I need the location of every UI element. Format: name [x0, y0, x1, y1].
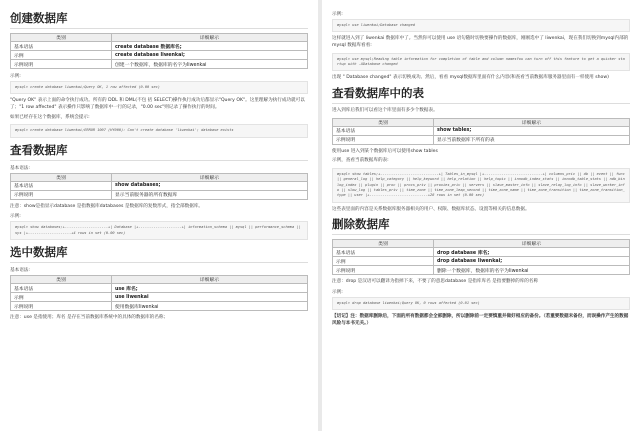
section-title-drop-db: 删除数据库	[332, 216, 630, 235]
table-cell: 示例说明	[11, 190, 112, 199]
note: 注意：use 是指使用；库名 是存在当前数据库系统中的具体的数据库的名称；	[10, 315, 169, 320]
table-row	[11, 42, 308, 51]
table-row	[11, 302, 308, 311]
paragraph: 出现 " Database changed" 表示切换成功。然后，看看 mysql数据库里面有什么内容(和查看当前数据库服务器里面有一样使用 show)	[332, 75, 609, 81]
table-row	[333, 248, 630, 257]
paragraph: 这样就进入到了 liwenkai 数据库中了。当然你可以使用 use 语句随时切换要操作的数据库，刚刚选中了 liwenkai，现在我们切换到mysql内部的 mysql 数据库看看:	[332, 36, 629, 48]
table-cell: 使用数据库liwenkai	[111, 302, 307, 311]
code-block: mysql> drop database liwenkai;Query OK, 0 rows affected (0.01 sec)	[332, 297, 630, 310]
section-title-create-db: 创建数据库	[10, 10, 308, 29]
table-cell: 删除一个数据库，数据库的名字为liwenkai	[433, 266, 629, 275]
paragraph: 这些表里面的内容是关系数据库服务器相关的用户、权限、数据库状态、设置等相关的信息数据。	[332, 206, 530, 212]
table-row	[11, 181, 308, 190]
right-page	[322, 0, 640, 431]
drop-db-table	[332, 239, 630, 275]
paragraph: 进入到库后我们可以看这个库里面有多少个数据表。	[332, 108, 438, 113]
table-cell: drop database 库名;	[433, 248, 629, 257]
table-cell: show tables;	[433, 126, 629, 135]
table-row	[11, 60, 308, 69]
note: 注意：show是指显示database 是指数据库databases 是数据库的复数形式，指全部数据库。	[10, 203, 204, 209]
table-cell: 基本语法	[333, 126, 434, 135]
table-cell: 基本语法	[333, 248, 434, 257]
table-header: 详细解示	[433, 240, 629, 248]
code-block: mysql> create database liwenkai;Query OK, 1 row affected (0.00 sec)	[10, 81, 308, 94]
table-cell: use 库名;	[111, 284, 307, 293]
table-header: 详细解示	[111, 34, 307, 42]
table-cell: create database liwenkai;	[111, 51, 307, 60]
left-page	[0, 0, 318, 431]
table-cell: 示例	[11, 293, 112, 302]
syntax-label: 基本语法:	[10, 268, 30, 273]
table-header: 类别	[11, 34, 112, 42]
create-db-table	[10, 33, 308, 69]
table-header: 类别	[333, 118, 434, 126]
table-cell: 显示当前服务器的所有数据库	[111, 190, 307, 199]
paragraph: 示例，查看当前数据库的表:	[332, 158, 389, 164]
table-header: 类别	[11, 276, 112, 284]
paragraph: 使用use 进入到某个数据库后可以使用show tables	[332, 148, 438, 154]
show-tables-table	[332, 118, 630, 145]
code-block: mysql> show tables;+---------------------------+| Tables_in_mysql |+---------------------------+| columns_priv || db || event || func || general_log || help_category || help_keyword || help_relation || help_topic || innodb_index_stats || innodb_table_stats || ndb_binlog_index || plugin || proc || procs_priv || proxies_priv || servers || slave_master_info || slave_relay_log_info || slave_worker_info || slow_log || tables_priv || time_zone || time_zone_leap_second || time_zone_name || time_zone_transition || time_zone_transition_type || user |+---------------------------+28 rows in set (0.00 sec)	[332, 168, 630, 203]
table-cell: 创建一个数据库，数据库的名字为liwenkai	[111, 60, 307, 69]
table-cell: drop database liwenkai;	[433, 257, 629, 266]
example-label: 示例:	[10, 214, 21, 220]
paragraph: 如果已经存在这个数据库，系统会提示:	[10, 114, 90, 120]
section-title-show-db: 查看数据库	[10, 142, 308, 161]
example-label: 示例:	[10, 74, 21, 79]
table-row	[11, 190, 308, 199]
table-cell: show databases;	[111, 181, 307, 190]
code-block: mysql> show databases;+--------------------+| Database |+--------------------+| information_schema || mysql || performance_schema || sys |+--------------------+4 rows in set (0.00 sec)	[10, 221, 308, 240]
table-row	[11, 293, 308, 302]
table-cell: 示例说明	[11, 302, 112, 311]
table-cell: use liwenkai	[111, 293, 307, 302]
table-cell: 基本语法	[11, 284, 112, 293]
table-row	[11, 51, 308, 60]
table-cell: 示例	[333, 257, 434, 266]
table-cell: 示例说明	[333, 266, 434, 275]
section-title-use-db: 选中数据库	[10, 244, 308, 263]
table-header: 类别	[11, 173, 112, 181]
code-block: mysql> create database liwenkai;ERROR 1007 (HY000): Can't create database 'liwenkai'; database exists	[10, 124, 308, 137]
table-row	[333, 126, 630, 135]
table-cell: 示例	[11, 51, 112, 60]
code-block: mysql> use mysql;Reading table information for completion of table and column namesYou can turn off this feature to get a quicker startup with -ADatabase changed	[332, 53, 630, 72]
syntax-label: 基本语法:	[10, 165, 30, 171]
table-row	[333, 135, 630, 144]
table-row	[11, 284, 308, 293]
example-label: 示例:	[332, 12, 343, 17]
table-cell: 显示当前数据库下所有的表	[433, 135, 629, 144]
table-header: 详细解示	[111, 276, 307, 284]
table-cell: 示例说明	[333, 135, 434, 144]
table-cell: 基本语法	[11, 42, 112, 51]
table-row	[333, 266, 630, 275]
table-header: 详细解示	[111, 173, 307, 181]
table-row	[333, 257, 630, 266]
section-title-show-tables: 查看数据库中的表	[332, 85, 630, 104]
show-db-table	[10, 173, 308, 200]
paragraph: "Query OK" 表示上面的命令执行成功。所有的 DDL 和 DML(不包 括 SELECT)操作执行成功后都显示"Query OK"。这里理解为执行成功就可以了；"1 row affected" 表示操作只影响了数据库中一行的记录，"0.00 sec"则记录了操作执行的时间。	[10, 98, 305, 110]
example-label: 示例:	[332, 290, 343, 295]
note: 注意：drop 是汉语可以翻译为指掉下来，不要了的意思database 是指库库名 是指要删掉的库的名称	[332, 279, 539, 285]
use-db-table	[10, 275, 308, 311]
code-block: mysql> use liwenkai;Database changed	[332, 19, 630, 32]
table-cell: 基本语法	[11, 181, 112, 190]
table-cell: create database 数据库名;	[111, 42, 307, 51]
table-header: 类别	[333, 240, 434, 248]
table-cell: 示例说明	[11, 60, 112, 69]
table-header: 详细解示	[433, 118, 629, 126]
warning-note: 【切记】注：数据库删除后，下面的所有数据都会全部删除，所以删除前一定要慎重并做好相应的备份。（若重要数据未备份，而误操作产生的数据风险与本书无关。）	[332, 314, 629, 326]
